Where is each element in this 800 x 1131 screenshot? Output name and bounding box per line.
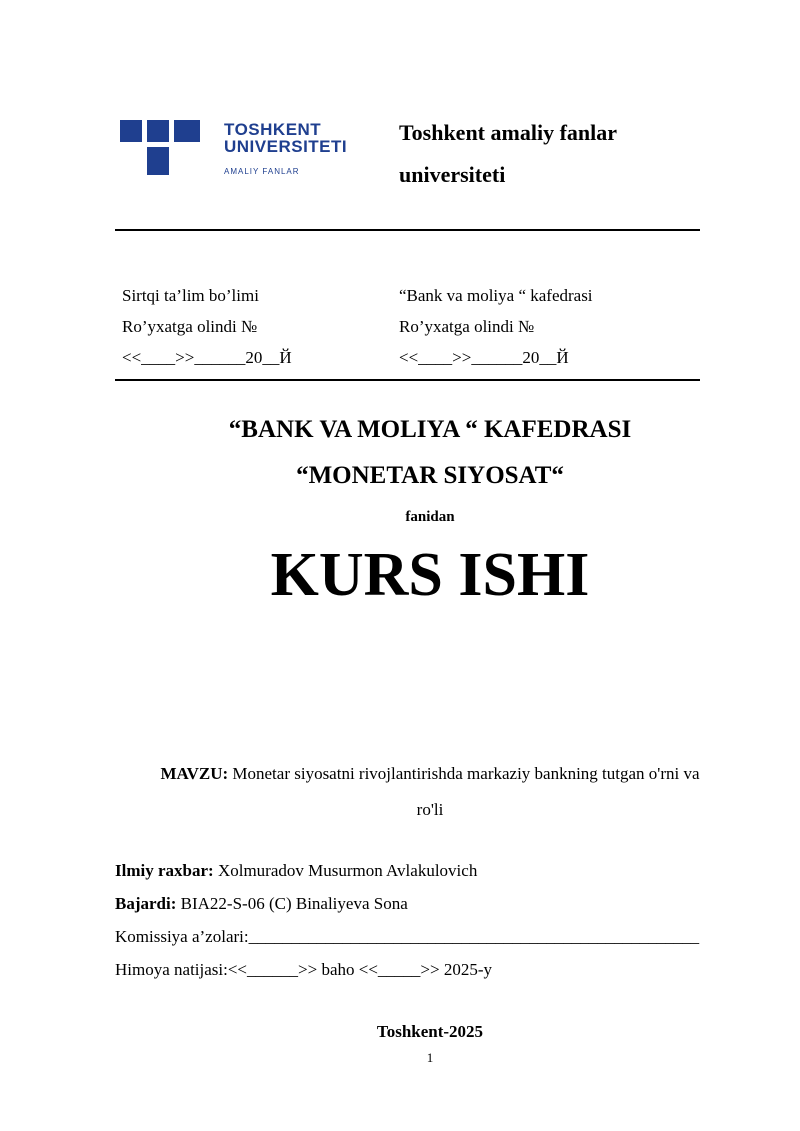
university-name xyxy=(399,112,699,196)
mavzu-block xyxy=(0,756,800,828)
komissiya-line: Komissiya a’zolari:_____________________________________________________ xyxy=(115,927,700,946)
kafedra-title: “BANK VA MOLIYA “ KAFEDRASI xyxy=(228,416,632,443)
mavzu-text-line2: ro'li xyxy=(416,800,444,819)
right-dept: “Bank va moliya “ kafedrasi xyxy=(399,286,593,305)
himoya-line: Himoya natijasi:<<______>> baho <<_____>> 2025-y xyxy=(115,960,492,979)
university-name-line1: Toshkent amaliy fanlar xyxy=(399,120,618,145)
bajardi-line xyxy=(115,887,699,920)
rahbar-label: Ilmiy raxbar: xyxy=(115,861,214,880)
right-registered: Ro’yxatga olindi № xyxy=(399,317,535,336)
left-registration-block xyxy=(122,280,292,373)
left-dept: Sirtqi ta’lim bo’limi xyxy=(122,286,259,305)
right-registration-block xyxy=(399,280,593,373)
kurs-ishi-title: KURS ISHI xyxy=(270,541,590,609)
right-date: <<____>>______20__Й xyxy=(399,348,569,367)
logo-text-line2: UNIVERSITETI xyxy=(224,137,348,156)
fanidan-label: fanidan xyxy=(405,509,455,525)
logo-text-line3: AMALIY FANLAR xyxy=(224,167,300,176)
mavzu-label: MAVZU: xyxy=(160,764,229,783)
mavzu-line1 xyxy=(0,756,800,792)
logo-text-line1: TOSHKENT xyxy=(224,120,322,139)
rahbar-value: Xolmuradov Musurmon Avlakulovich xyxy=(213,861,478,880)
bajardi-label: Bajardi: xyxy=(115,894,177,913)
registration-divider xyxy=(115,379,700,381)
bajardi-value: BIA22-S-06 (C) Binaliyeva Sona xyxy=(176,894,408,913)
info-block xyxy=(115,854,699,986)
page-number: 1 xyxy=(426,1050,434,1065)
logo-mark-icon xyxy=(120,120,200,178)
rahbar-line xyxy=(115,854,699,887)
university-logo xyxy=(120,120,360,180)
mavzu-text-line1: Monetar siyosatni rivojlantirishda markaziy bankning tutgan o'rni va xyxy=(228,764,700,783)
header-divider xyxy=(115,229,700,231)
left-date: <<____>>______20__Й xyxy=(122,348,292,367)
university-name-line2: universiteti xyxy=(399,162,506,187)
city-year: Toshkent-2025 xyxy=(376,1022,484,1041)
left-registered: Ro’yxatga olindi № xyxy=(122,317,258,336)
subject-title: “MONETAR SIYOSAT“ xyxy=(296,462,564,489)
